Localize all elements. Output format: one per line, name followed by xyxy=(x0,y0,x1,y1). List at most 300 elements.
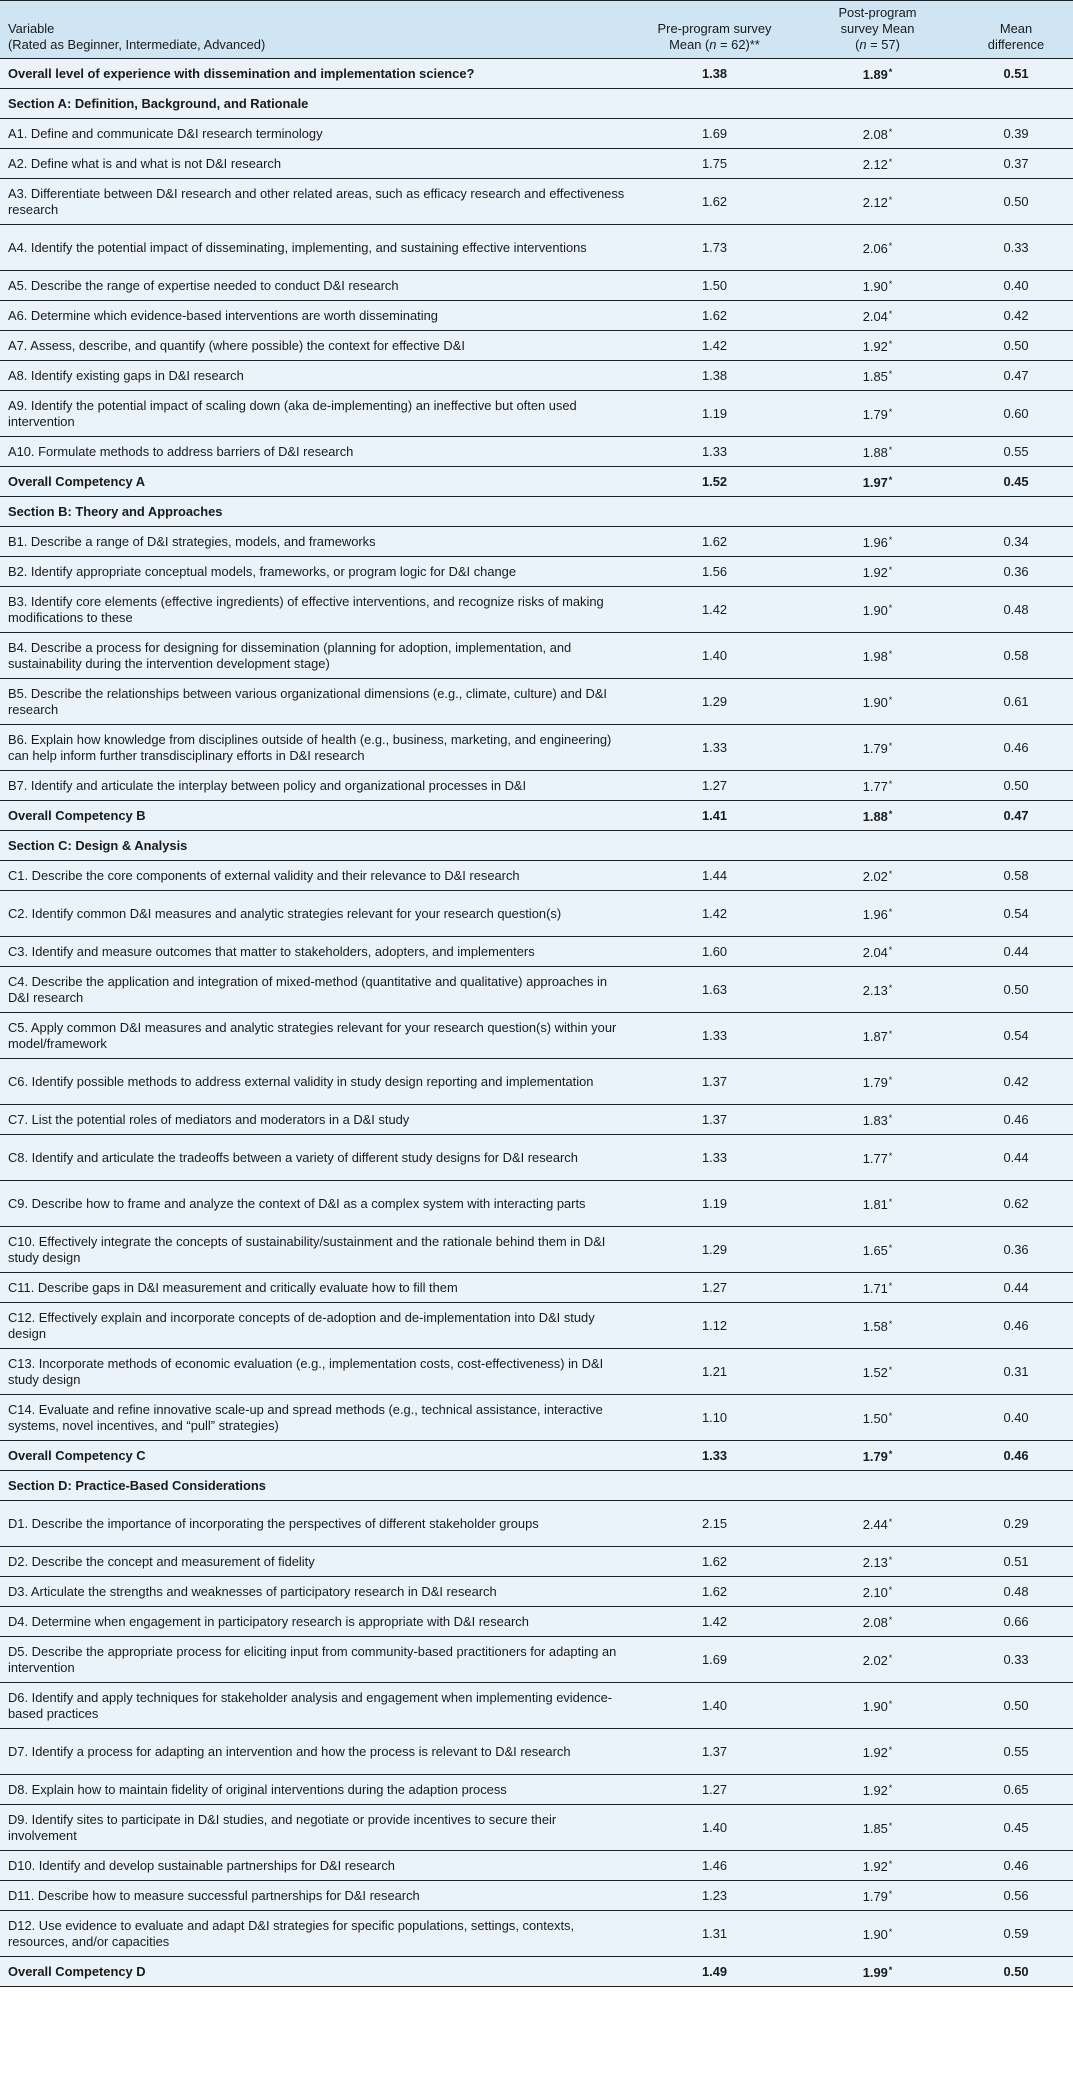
mean-difference-cell xyxy=(959,331,1073,361)
post-mean-cell xyxy=(796,301,959,331)
table-row xyxy=(0,1637,1073,1683)
post-mean-cell xyxy=(796,1881,959,1911)
pre-mean-value: 1.31 xyxy=(701,1925,728,1941)
pre-mean-value: 1.19 xyxy=(701,1195,728,1211)
significance-marker: * xyxy=(888,907,893,917)
significance-marker: * xyxy=(888,241,893,251)
significance-marker: * xyxy=(888,1281,893,1291)
post-mean-value: 1.87 xyxy=(862,1029,888,1044)
pre-mean-cell xyxy=(633,1013,796,1059)
header-pre-suffix: = 62)** xyxy=(716,37,760,52)
variable-label: C2. Identify common D&I measures and analytic strategies relevant for your research question(s) xyxy=(0,891,633,937)
mean-difference-cell xyxy=(959,967,1073,1013)
post-mean-cell xyxy=(796,119,959,149)
significance-marker: * xyxy=(888,1365,893,1375)
significance-marker: * xyxy=(888,1411,893,1421)
variable-label: D1. Describe the importance of incorporating the perspectives of different stakeholder groups xyxy=(0,1501,633,1547)
post-mean-value: 1.92 xyxy=(862,565,888,580)
pre-mean-cell xyxy=(633,301,796,331)
table-row xyxy=(0,1501,1073,1547)
mean-difference-value: 0.55 xyxy=(1003,443,1029,459)
post-mean-cell xyxy=(796,633,959,679)
post-mean-cell xyxy=(796,1135,959,1181)
post-mean-value: 1.88 xyxy=(862,809,888,824)
post-mean-cell xyxy=(796,725,959,771)
pre-mean-cell xyxy=(633,587,796,633)
mean-difference-value: 0.45 xyxy=(1003,473,1029,489)
summary-row xyxy=(0,467,1073,497)
mean-difference-value: 0.51 xyxy=(1003,65,1029,81)
post-mean-value: 1.58 xyxy=(862,1319,888,1334)
mean-difference-cell xyxy=(959,1349,1073,1395)
mean-difference-cell xyxy=(959,301,1073,331)
significance-marker: * xyxy=(888,1197,893,1207)
mean-difference-cell xyxy=(959,1105,1073,1135)
post-mean-cell xyxy=(796,1013,959,1059)
post-mean-cell xyxy=(796,467,959,497)
section-header-row xyxy=(0,89,1073,119)
post-mean-value: 1.83 xyxy=(862,1113,888,1128)
mean-difference-cell xyxy=(959,1135,1073,1181)
mean-difference-value: 0.55 xyxy=(1003,1743,1029,1759)
mean-difference-cell xyxy=(959,1911,1073,1957)
variable-label: D6. Identify and apply techniques for stakeholder analysis and engagement when implementing evidence-based practices xyxy=(0,1683,633,1729)
post-mean-cell xyxy=(796,937,959,967)
significance-marker: * xyxy=(888,1113,893,1123)
pre-mean-cell xyxy=(633,1881,796,1911)
mean-difference-cell xyxy=(959,1181,1073,1227)
post-mean-cell xyxy=(796,1349,959,1395)
mean-difference-cell xyxy=(959,1303,1073,1349)
post-mean-cell xyxy=(796,587,959,633)
pre-mean-cell xyxy=(633,679,796,725)
mean-difference-value: 0.56 xyxy=(1003,1887,1029,1903)
pre-mean-value: 1.37 xyxy=(701,1073,728,1089)
pre-mean-cell xyxy=(633,861,796,891)
pre-mean-value: 1.62 xyxy=(701,1553,728,1569)
mean-difference-cell xyxy=(959,1729,1073,1775)
pre-mean-cell xyxy=(633,1775,796,1805)
pre-mean-value: 1.33 xyxy=(701,1027,728,1043)
header-pre-n: n xyxy=(709,37,717,52)
pre-mean-cell xyxy=(633,391,796,437)
variable-label: C1. Describe the core components of external validity and their relevance to D&I research xyxy=(0,861,633,891)
pre-mean-value: 1.40 xyxy=(701,647,728,663)
post-mean-value: 1.92 xyxy=(862,1783,888,1798)
post-mean-cell xyxy=(796,1805,959,1851)
post-mean-value: 2.02 xyxy=(862,1653,888,1668)
significance-marker: * xyxy=(888,475,893,485)
variable-label: B5. Describe the relationships between various organizational dimensions (e.g., climate, culture) and D&I research xyxy=(0,679,633,725)
variable-label: C6. Identify possible methods to address external validity in study design reporting and implementation xyxy=(0,1059,633,1105)
mean-difference-value: 0.39 xyxy=(1003,125,1029,141)
table-row xyxy=(0,891,1073,937)
pre-mean-value: 1.29 xyxy=(701,1241,728,1257)
mean-difference-value: 0.36 xyxy=(1003,563,1029,579)
post-mean-value: 2.10 xyxy=(862,1585,888,1600)
table-row xyxy=(0,725,1073,771)
pre-mean-cell xyxy=(633,937,796,967)
post-mean-cell xyxy=(796,1105,959,1135)
variable-label: A10. Formulate methods to address barriers of D&I research xyxy=(0,437,633,467)
mean-difference-cell xyxy=(959,891,1073,937)
variable-label: B2. Identify appropriate conceptual models, frameworks, or program logic for D&I change xyxy=(0,557,633,587)
pre-mean-cell xyxy=(633,557,796,587)
significance-marker: * xyxy=(888,1889,893,1899)
mean-difference-cell xyxy=(959,437,1073,467)
pre-mean-cell xyxy=(633,271,796,301)
mean-difference-cell xyxy=(959,1607,1073,1637)
post-mean-value: 1.77 xyxy=(862,779,888,794)
pre-mean-value: 1.63 xyxy=(701,981,728,997)
pre-mean-cell xyxy=(633,1729,796,1775)
post-mean-cell xyxy=(796,967,959,1013)
post-mean-value: 2.12 xyxy=(862,195,888,210)
pre-mean-cell xyxy=(633,771,796,801)
variable-label: C3. Identify and measure outcomes that matter to stakeholders, adopters, and implementers xyxy=(0,937,633,967)
mean-difference-cell xyxy=(959,391,1073,437)
post-mean-cell xyxy=(796,1059,959,1105)
significance-marker: * xyxy=(888,1653,893,1663)
significance-marker: * xyxy=(888,1151,893,1161)
pre-mean-cell xyxy=(633,527,796,557)
mean-difference-cell xyxy=(959,497,1073,527)
significance-marker: * xyxy=(888,695,893,705)
mean-difference-cell xyxy=(959,831,1073,861)
mean-difference-value: 0.33 xyxy=(1003,239,1029,255)
header-post-prefix: ( xyxy=(855,37,860,52)
significance-marker: * xyxy=(888,1615,893,1625)
mean-difference-value: 0.46 xyxy=(1003,1857,1029,1873)
pre-mean-cell xyxy=(633,801,796,831)
mean-difference-value: 0.44 xyxy=(1003,1279,1029,1295)
pre-mean-value: 1.42 xyxy=(701,601,728,617)
post-mean-value: 1.90 xyxy=(862,279,888,294)
pre-mean-cell xyxy=(633,1273,796,1303)
table-row xyxy=(0,1911,1073,1957)
section-header-row xyxy=(0,1471,1073,1501)
mean-difference-value: 0.37 xyxy=(1003,155,1029,171)
post-mean-value: 1.88 xyxy=(862,445,888,460)
mean-difference-cell xyxy=(959,149,1073,179)
variable-label: A5. Describe the range of expertise needed to conduct D&I research xyxy=(0,271,633,301)
table-row xyxy=(0,1607,1073,1637)
pre-mean-value: 1.23 xyxy=(701,1887,728,1903)
variable-label: D11. Describe how to measure successful partnerships for D&I research xyxy=(0,1881,633,1911)
post-mean-value: 1.92 xyxy=(862,1745,888,1760)
table-row xyxy=(0,301,1073,331)
post-mean-cell xyxy=(796,801,959,831)
table-row xyxy=(0,1775,1073,1805)
table-row xyxy=(0,225,1073,271)
variable-label: Overall Competency B xyxy=(0,801,633,831)
pre-mean-cell xyxy=(633,59,796,89)
table-row xyxy=(0,771,1073,801)
pre-mean-cell xyxy=(633,119,796,149)
post-mean-value: 1.90 xyxy=(862,603,888,618)
post-mean-value: 1.85 xyxy=(862,1821,888,1836)
pre-mean-cell xyxy=(633,1637,796,1683)
mean-difference-value: 0.54 xyxy=(1003,1027,1029,1043)
post-mean-value: 1.89 xyxy=(862,67,888,82)
mean-difference-value: 0.36 xyxy=(1003,1241,1029,1257)
table-row xyxy=(0,391,1073,437)
significance-marker: * xyxy=(888,157,893,167)
pre-mean-cell xyxy=(633,1105,796,1135)
table-row xyxy=(0,557,1073,587)
summary-row xyxy=(0,59,1073,89)
mean-difference-value: 0.60 xyxy=(1003,405,1029,421)
mean-difference-cell xyxy=(959,633,1073,679)
mean-difference-value: 0.47 xyxy=(1003,807,1029,823)
post-mean-value: 1.92 xyxy=(862,339,888,354)
pre-mean-cell xyxy=(633,967,796,1013)
pre-mean-value: 1.12 xyxy=(701,1317,728,1333)
post-mean-value: 2.08 xyxy=(862,127,888,142)
significance-marker: * xyxy=(888,279,893,289)
table-row xyxy=(0,1805,1073,1851)
post-mean-value: 2.13 xyxy=(862,983,888,998)
table-row xyxy=(0,271,1073,301)
pre-mean-cell xyxy=(633,1181,796,1227)
post-mean-cell xyxy=(796,149,959,179)
section-header-row xyxy=(0,831,1073,861)
pre-mean-cell xyxy=(633,437,796,467)
table-row xyxy=(0,679,1073,725)
pre-mean-value: 1.46 xyxy=(701,1857,728,1873)
significance-marker: * xyxy=(888,1585,893,1595)
mean-difference-cell xyxy=(959,1441,1073,1471)
mean-difference-value: 0.50 xyxy=(1003,337,1029,353)
post-mean-value: 1.90 xyxy=(862,695,888,710)
table-row xyxy=(0,1395,1073,1441)
pre-mean-value: 1.29 xyxy=(701,693,728,709)
variable-label: C7. List the potential roles of mediators and moderators in a D&I study xyxy=(0,1105,633,1135)
table-row xyxy=(0,119,1073,149)
significance-marker: * xyxy=(888,649,893,659)
post-mean-value: 1.96 xyxy=(862,907,888,922)
mean-difference-value: 0.50 xyxy=(1003,777,1029,793)
post-mean-value: 1.79 xyxy=(862,741,888,756)
pre-mean-value: 1.33 xyxy=(701,1149,728,1165)
post-mean-cell xyxy=(796,1851,959,1881)
post-mean-cell xyxy=(796,1441,959,1471)
post-mean-value: 2.06 xyxy=(862,241,888,256)
post-mean-cell xyxy=(796,1547,959,1577)
post-mean-cell xyxy=(796,89,959,119)
significance-marker: * xyxy=(888,1965,893,1975)
post-mean-value: 1.97 xyxy=(862,475,888,490)
pre-mean-cell xyxy=(633,891,796,937)
mean-difference-cell xyxy=(959,1683,1073,1729)
header-post-line2: survey Mean xyxy=(840,21,915,36)
pre-mean-cell xyxy=(633,89,796,119)
variable-label: B1. Describe a range of D&I strategies, models, and frameworks xyxy=(0,527,633,557)
variable-label: A6. Determine which evidence-based interventions are worth disseminating xyxy=(0,301,633,331)
mean-difference-cell xyxy=(959,725,1073,771)
mean-difference-value: 0.44 xyxy=(1003,1149,1029,1165)
section-title: Section D: Practice-Based Considerations xyxy=(0,1471,633,1501)
pre-mean-cell xyxy=(633,831,796,861)
header-diff-line1: Mean xyxy=(999,21,1033,36)
significance-marker: * xyxy=(888,1449,893,1459)
header-variable-title: Variable xyxy=(8,21,55,36)
header-row xyxy=(0,1,1073,59)
significance-marker: * xyxy=(888,1745,893,1755)
pre-mean-value: 1.42 xyxy=(701,1613,728,1629)
pre-mean-value: 1.41 xyxy=(701,807,728,823)
mean-difference-value: 0.46 xyxy=(1003,739,1029,755)
pre-mean-value: 1.62 xyxy=(701,193,728,209)
mean-difference-value: 0.51 xyxy=(1003,1553,1029,1569)
pre-mean-value: 1.27 xyxy=(701,777,728,793)
variable-label: D2. Describe the concept and measurement of fidelity xyxy=(0,1547,633,1577)
table-row xyxy=(0,1729,1073,1775)
post-mean-cell xyxy=(796,1637,959,1683)
variable-label: C8. Identify and articulate the tradeoffs between a variety of different study designs for D&I research xyxy=(0,1135,633,1181)
post-mean-cell xyxy=(796,225,959,271)
significance-marker: * xyxy=(888,339,893,349)
variable-label: Overall Competency D xyxy=(0,1957,633,1987)
mean-difference-cell xyxy=(959,1059,1073,1105)
mean-difference-value: 0.34 xyxy=(1003,533,1029,549)
mean-difference-cell xyxy=(959,1547,1073,1577)
significance-marker: * xyxy=(888,869,893,879)
significance-marker: * xyxy=(888,741,893,751)
significance-marker: * xyxy=(888,945,893,955)
table-row xyxy=(0,1349,1073,1395)
pre-mean-value: 1.21 xyxy=(701,1363,728,1379)
significance-marker: * xyxy=(888,1555,893,1565)
significance-marker: * xyxy=(888,1927,893,1937)
post-mean-value: 1.79 xyxy=(862,1075,888,1090)
post-mean-value: 2.44 xyxy=(862,1517,888,1532)
variable-label: C11. Describe gaps in D&I measurement and critically evaluate how to fill them xyxy=(0,1273,633,1303)
mean-difference-value: 0.48 xyxy=(1003,1583,1029,1599)
table-row xyxy=(0,861,1073,891)
pre-mean-cell xyxy=(633,1059,796,1105)
mean-difference-cell xyxy=(959,587,1073,633)
significance-marker: * xyxy=(888,1517,893,1527)
table-row xyxy=(0,437,1073,467)
pre-mean-value: 1.19 xyxy=(701,405,728,421)
variable-label: D8. Explain how to maintain fidelity of original interventions during the adaption process xyxy=(0,1775,633,1805)
pre-mean-value: 1.38 xyxy=(701,65,728,81)
mean-difference-value: 0.46 xyxy=(1003,1317,1029,1333)
post-mean-cell xyxy=(796,59,959,89)
variable-label: C9. Describe how to frame and analyze the context of D&I as a complex system with interacting parts xyxy=(0,1181,633,1227)
mean-difference-value: 0.54 xyxy=(1003,905,1029,921)
mean-difference-value: 0.50 xyxy=(1003,1963,1029,1979)
header-variable xyxy=(0,1,633,59)
pre-mean-value: 1.62 xyxy=(701,1583,728,1599)
post-mean-value: 2.08 xyxy=(862,1615,888,1630)
post-mean-value: 2.04 xyxy=(862,309,888,324)
mean-difference-cell xyxy=(959,679,1073,725)
post-mean-value: 2.04 xyxy=(862,945,888,960)
mean-difference-cell xyxy=(959,1851,1073,1881)
table-row xyxy=(0,967,1073,1013)
mean-difference-value: 0.40 xyxy=(1003,1409,1029,1425)
post-mean-cell xyxy=(796,437,959,467)
pre-mean-value: 1.69 xyxy=(701,1651,728,1667)
pre-mean-cell xyxy=(633,1607,796,1637)
significance-marker: * xyxy=(888,565,893,575)
variable-label: A3. Differentiate between D&I research and other related areas, such as efficacy research and effectiveness research xyxy=(0,179,633,225)
table-row xyxy=(0,1881,1073,1911)
pre-mean-cell xyxy=(633,1135,796,1181)
pre-mean-cell xyxy=(633,1395,796,1441)
pre-mean-cell xyxy=(633,1441,796,1471)
mean-difference-value: 0.47 xyxy=(1003,367,1029,383)
mean-difference-cell xyxy=(959,467,1073,497)
post-mean-cell xyxy=(796,1911,959,1957)
significance-marker: * xyxy=(888,603,893,613)
post-mean-cell xyxy=(796,1957,959,1987)
section-title: Section B: Theory and Approaches xyxy=(0,497,633,527)
post-mean-cell xyxy=(796,1683,959,1729)
pre-mean-cell xyxy=(633,633,796,679)
mean-difference-cell xyxy=(959,527,1073,557)
post-mean-cell xyxy=(796,361,959,391)
variable-label: D12. Use evidence to evaluate and adapt D&I strategies for specific populations, settings, contexts, resources, and/or capacities xyxy=(0,1911,633,1957)
table-row xyxy=(0,1227,1073,1273)
post-mean-cell xyxy=(796,179,959,225)
post-mean-value: 1.79 xyxy=(862,1889,888,1904)
pre-mean-cell xyxy=(633,1957,796,1987)
pre-mean-value: 1.42 xyxy=(701,337,728,353)
post-mean-value: 1.90 xyxy=(862,1699,888,1714)
mean-difference-cell xyxy=(959,1273,1073,1303)
mean-difference-value: 0.31 xyxy=(1003,1363,1029,1379)
post-mean-cell xyxy=(796,497,959,527)
pre-mean-value: 1.27 xyxy=(701,1279,728,1295)
pre-mean-cell xyxy=(633,497,796,527)
pre-mean-cell xyxy=(633,1577,796,1607)
significance-marker: * xyxy=(888,1821,893,1831)
variable-label: A1. Define and communicate D&I research terminology xyxy=(0,119,633,149)
mean-difference-cell xyxy=(959,1013,1073,1059)
mean-difference-cell xyxy=(959,1395,1073,1441)
mean-difference-cell xyxy=(959,1805,1073,1851)
pre-mean-cell xyxy=(633,179,796,225)
post-mean-cell xyxy=(796,1227,959,1273)
table-row xyxy=(0,1303,1073,1349)
table-row xyxy=(0,1851,1073,1881)
pre-mean-cell xyxy=(633,1683,796,1729)
post-mean-cell xyxy=(796,1181,959,1227)
pre-mean-value: 1.38 xyxy=(701,367,728,383)
table-row xyxy=(0,587,1073,633)
pre-mean-cell xyxy=(633,1303,796,1349)
table-row xyxy=(0,1683,1073,1729)
table-row xyxy=(0,1105,1073,1135)
post-mean-cell xyxy=(796,1607,959,1637)
mean-difference-value: 0.58 xyxy=(1003,867,1029,883)
mean-difference-value: 0.62 xyxy=(1003,1195,1029,1211)
mean-difference-cell xyxy=(959,1637,1073,1683)
pre-mean-cell xyxy=(633,1471,796,1501)
variable-label: D4. Determine when engagement in participatory research is appropriate with D&I research xyxy=(0,1607,633,1637)
mean-difference-value: 0.50 xyxy=(1003,193,1029,209)
pre-mean-value: 1.49 xyxy=(701,1963,728,1979)
significance-marker: * xyxy=(888,127,893,137)
mean-difference-value: 0.45 xyxy=(1003,1819,1029,1835)
mean-difference-cell xyxy=(959,861,1073,891)
mean-difference-value: 0.46 xyxy=(1003,1111,1029,1127)
mean-difference-value: 0.61 xyxy=(1003,693,1029,709)
post-mean-cell xyxy=(796,861,959,891)
